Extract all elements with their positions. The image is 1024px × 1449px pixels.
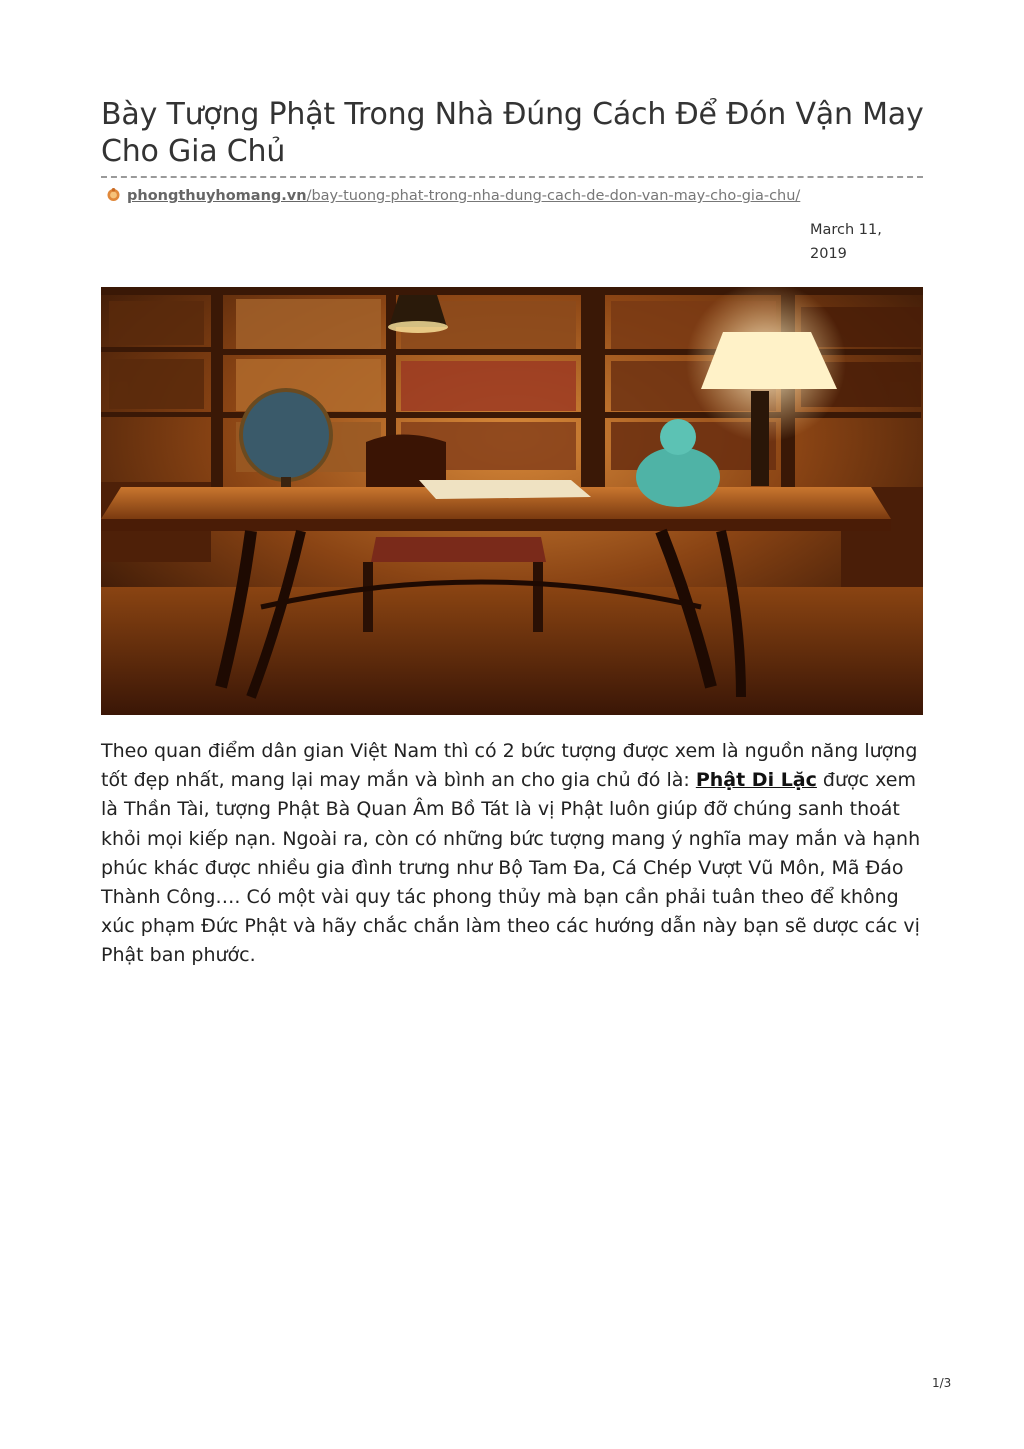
body-text-before-link: Theo quan điểm dân gian Việt Nam thì có 2 bức tượng được xem là nguồn năng lượng tốt đẹp nhất, mang lại may mắn và bình an cho gia chủ đó là: xyxy=(101,740,918,792)
site-favicon-icon xyxy=(106,187,121,202)
article-title: Bày Tượng Phật Trong Nhà Đúng Cách Để Đón Vận May Cho Gia Chủ xyxy=(101,97,924,169)
publish-date-month-day: March 11, xyxy=(810,222,882,238)
source-path-link[interactable]: /bay-tuong-phat-trong-nha-dung-cach-de-don-van-may-cho-gia-chu/ xyxy=(306,188,801,204)
title-divider xyxy=(101,176,923,178)
body-text-after-link: được xem là Thần Tài, tượng Phật Bà Quan Âm Bồ Tát là vị Phật luôn giúp đỡ chúng sanh thoát khỏi mọi kiếp nạn. Ngoài ra, còn có những bức tượng mang ý nghĩa may mắn và hạnh phúc khác được nhiều gia đình trưng như Bộ Tam Đa, Cá Chép Vượt Vũ Môn, Mã Đáo Thành Công…. Có một vài quy tác phong thủy mà bạn cần phải tuân theo để không xúc phạm Đức Phật và hãy chắc chắn làm theo các hướng dẫn này bạn sẽ dược các vị Phật ban phước. xyxy=(101,769,921,967)
page-number: 1/3 xyxy=(932,1376,952,1390)
phat-di-lac-link[interactable]: Phật Di Lặc xyxy=(695,769,817,792)
source-url[interactable] xyxy=(106,186,800,206)
publish-date-year: 2019 xyxy=(810,246,847,262)
source-domain-link[interactable]: phongthuyhomang.vn xyxy=(127,188,307,204)
publish-date xyxy=(810,218,920,266)
article-body xyxy=(101,737,927,971)
hero-image xyxy=(101,287,923,715)
